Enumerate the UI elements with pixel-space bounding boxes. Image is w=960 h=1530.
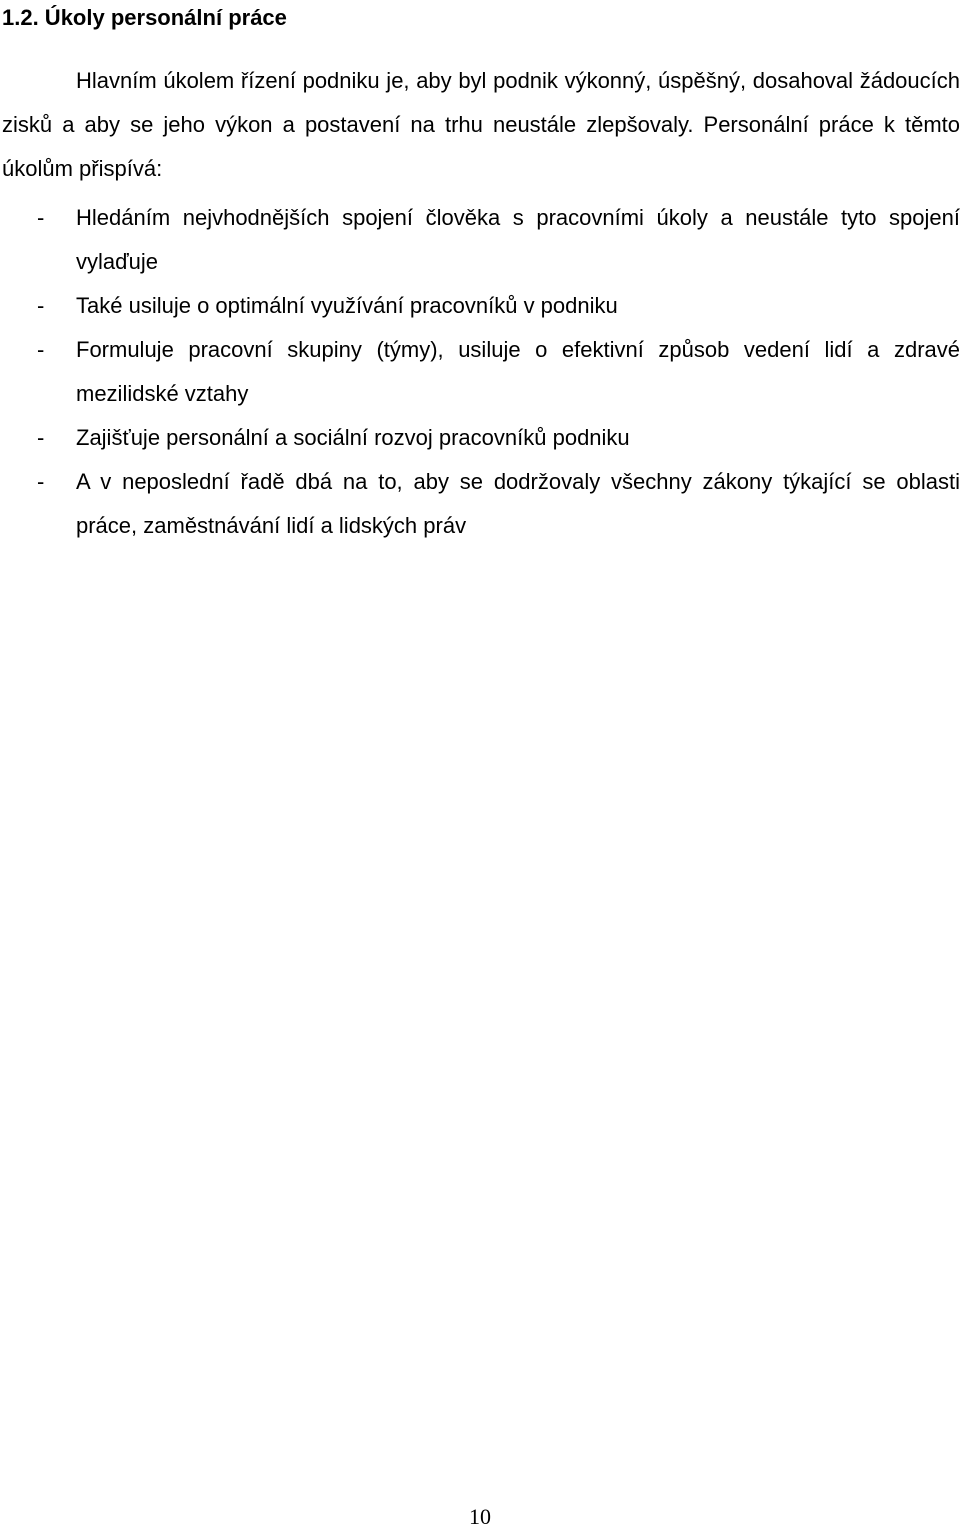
dash-bullet: - xyxy=(37,337,45,362)
dash-bullet: - xyxy=(37,425,45,450)
list-item-text: Také usiluje o optimální využívání pracovníků v podniku xyxy=(76,293,618,318)
list-item xyxy=(0,196,960,284)
list-item-text: Zajišťuje personální a sociální rozvoj pracovníků podniku xyxy=(76,425,630,450)
list-item xyxy=(0,284,960,328)
list-item xyxy=(0,416,960,460)
list-item-text: Formuluje pracovní skupiny (týmy), usiluje o efektivní způsob vedení lidí a zdravé mezilidské vztahy xyxy=(76,337,960,406)
dash-bullet: - xyxy=(37,205,45,230)
dash-bullet: - xyxy=(37,469,45,494)
section-heading: 1.2. Úkoly personální práce xyxy=(2,5,287,30)
page-number: 10 xyxy=(469,1504,491,1529)
list-item-text: Hledáním nejvhodnějších spojení člověka s pracovními úkoly a neustále tyto spojení vylaďuje xyxy=(76,205,960,274)
list-item xyxy=(0,460,960,548)
task-list xyxy=(0,196,960,548)
dash-bullet: - xyxy=(37,293,45,318)
intro-paragraph: Hlavním úkolem řízení podniku je, aby byl podnik výkonný, úspěšný, dosahoval žádoucích zisků a aby se jeho výkon a postavení na trhu neustále zlepšovaly. Personální práce k těmto úkolům přispívá: xyxy=(2,68,960,181)
list-item xyxy=(0,328,960,416)
list-item-text: A v neposlední řadě dbá na to, aby se dodržovaly všechny zákony týkající se oblasti práce, zaměstnávání lidí a lidských práv xyxy=(76,469,960,538)
